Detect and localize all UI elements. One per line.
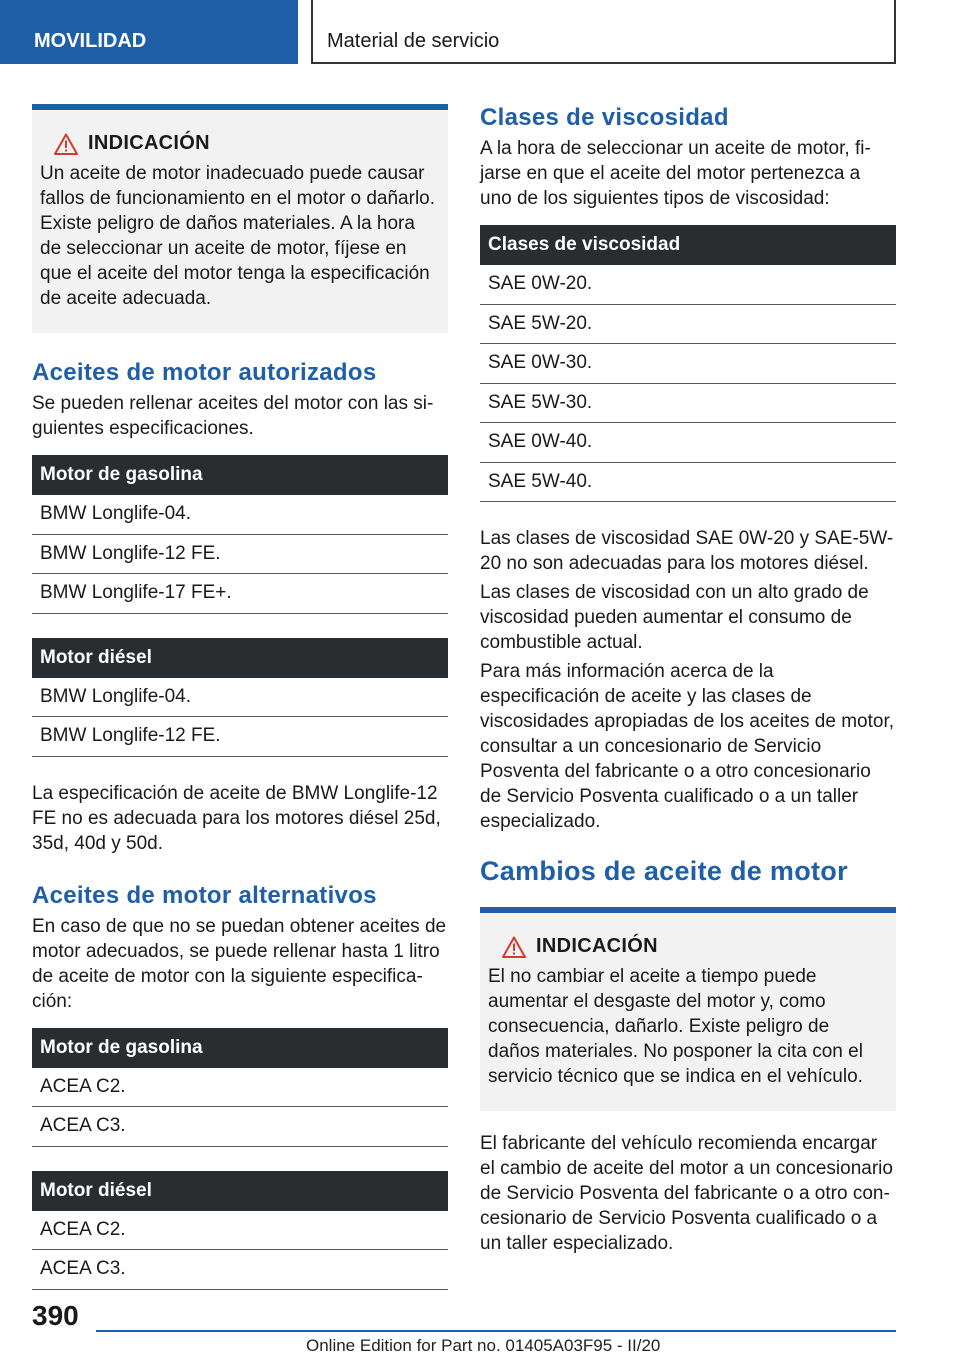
table-row: ACEA C3. [32,1107,448,1147]
table-row: SAE 0W-30. [480,344,896,384]
approved-oils-note: La especificación de aceite de BMW Longlife-12 FE no es adecuada para los motores diésel 25d, 35d, 40d y 50d. [32,782,441,854]
viscosity-para-1: Las clases de viscosidad SAE 0W-20 y SAE-5W-20 no son adecuadas para los motores diésel. [480,528,894,574]
alternative-oils-intro: En caso de que no se puedan obtener aceites de motor adecuados, se puede rellenar hasta 1 litro de aceite de motor con la siguiente especificación: [32,915,447,1012]
left-column [32,104,448,1314]
table-header: Motor de gasolina [32,455,448,495]
table-row: ACEA C3. [32,1250,448,1290]
viscosity-table [480,225,896,502]
viscosity-intro: A la hora de seleccionar un aceite de motor, fijarse en que el aceite del motor pertenezca a uno de los siguientes tipos de viscosidad: [480,138,871,209]
table-row: SAE 0W-40. [480,423,896,463]
table-header: Clases de viscosidad [480,225,896,265]
table-row: BMW Longlife-04. [32,678,448,718]
approved-oils-heading: Aceites de motor autorizados [32,359,377,386]
table-header: Motor diésel [32,638,448,678]
table-row: SAE 0W-20. [480,265,896,305]
table-row: SAE 5W-20. [480,305,896,345]
notice-box [32,104,448,333]
warning-triangle-icon [54,133,78,155]
page-number: 390 [32,1300,79,1331]
approved-diesel-table [32,638,448,757]
notice-header [502,935,886,958]
alternative-oils-heading: Aceites de motor alternativos [32,881,377,909]
notice-text: Un aceite de motor inadecuado puede causar fallos de funcionamiento en el motor o dañarlo. Existe peligro de daños materiales. A la hora de seleccionar un aceite de motor, fíjese en que el aceite del motor tenga la especificación de aceite adecuada. [40,163,436,309]
approved-petrol-table [32,455,448,614]
viscosity-heading: Clases de viscosidad [480,104,729,131]
notice-text: El no cambiar el aceite a tiempo puede aumentar el desgaste del motor y, como consecuencia, dañarlo. Existe peligro de daños materiales. No posponer la cita con el servicio técnico que se indica en el vehículo. [488,966,863,1087]
notice-title: INDICACIÓN [88,132,210,154]
approved-oils-intro: Se pueden rellenar aceites del motor con las siguientes especificaciones. [32,393,434,439]
table-row: BMW Longlife-12 FE. [32,535,448,575]
subsection-title: Material de servicio [327,30,500,52]
section-title: MOVILIDAD [34,30,147,52]
table-row: ACEA C2. [32,1211,448,1251]
footer-divider [96,1330,896,1332]
table-row: SAE 5W-30. [480,384,896,424]
table-row: SAE 5W-40. [480,463,896,503]
section-tab[interactable] [0,0,298,64]
notice-box [480,907,896,1111]
table-row: BMW Longlife-12 FE. [32,717,448,757]
viscosity-para-3: Para más información acerca de la especificación de aceite y las clases de viscosidades apropiadas de los aceites de motor, consultar a un concesionario de Servicio Posventa del fabricante o a otro concesionario de Servicio Posventa cualificado o a un taller especializado. [480,661,895,832]
table-header: Motor diésel [32,1171,448,1211]
table-header: Motor de gasolina [32,1028,448,1068]
alternative-petrol-table [32,1028,448,1147]
table-row: ACEA C2. [32,1068,448,1108]
notice-title: INDICACIÓN [536,935,658,957]
alternative-diesel-table [32,1171,448,1290]
oil-changes-para: El fabricante del vehículo recomienda encargar el cambio de aceite del motor a un concesionario de Servicio Posventa del fabricante o a otro concesionario de Servicio Posventa cualificado o a un taller especializado. [480,1133,893,1254]
viscosity-para-2: Las clases de viscosidad con un alto grado de viscosidad pueden aumentar el consumo de combustible actual. [480,582,869,653]
notice-header [54,132,438,155]
right-column [480,104,896,1260]
edition-note: Online Edition for Part no. 01405A03F95 - II/20 [306,1336,661,1355]
table-row: BMW Longlife-04. [32,495,448,535]
oil-changes-heading: Cambios de aceite de motor [480,856,848,886]
warning-triangle-icon [502,936,526,958]
subsection-header [311,0,896,64]
table-row: BMW Longlife-17 FE+. [32,574,448,614]
